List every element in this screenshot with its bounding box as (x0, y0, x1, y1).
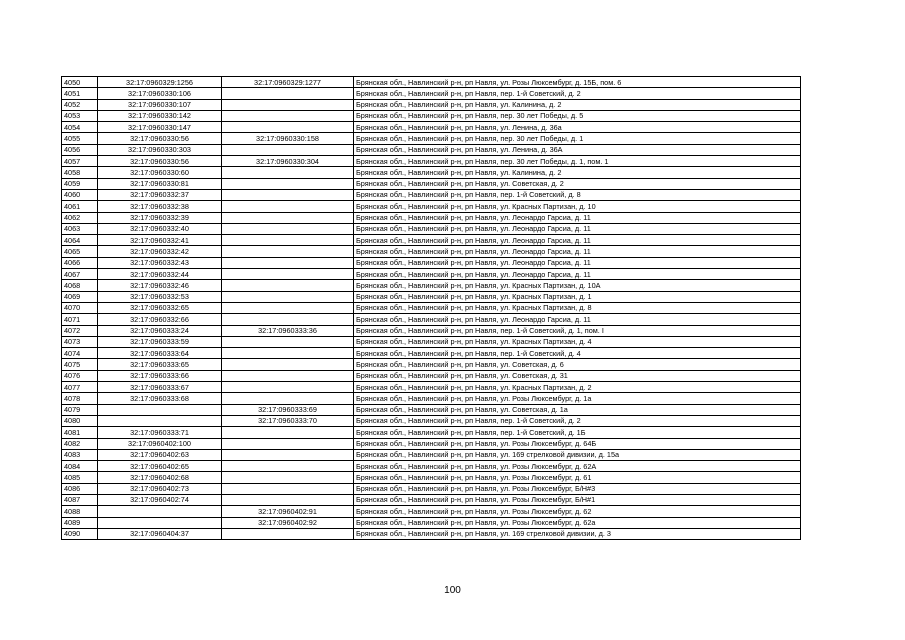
parent-cadastral-number-cell (222, 122, 354, 133)
parent-cadastral-number-cell (222, 212, 354, 223)
address-cell: Брянская обл., Навлинский р-н, рп Навля, пер. 30 лет Победы, д. 1 (354, 133, 801, 144)
cadastral-number-cell: 32:17:0960333:65 (98, 359, 222, 370)
table-row (62, 223, 801, 234)
address-cell: Брянская обл., Навлинский р-н, рп Навля, ул. Леонардо Гарсиа, д. 11 (354, 269, 801, 280)
cadastral-number-cell: 32:17:0960332:39 (98, 212, 222, 223)
address-cell: Брянская обл., Навлинский р-н, рп Навля, ул. Розы Люксембург, д. 15Б, пом. 6 (354, 77, 801, 88)
table-row (62, 348, 801, 359)
parent-cadastral-number-cell (222, 348, 354, 359)
parent-cadastral-number-cell (222, 359, 354, 370)
parent-cadastral-number-cell (222, 167, 354, 178)
row-number-cell: 4069 (62, 291, 98, 302)
row-number-cell: 4061 (62, 201, 98, 212)
address-cell: Брянская обл., Навлинский р-н, рп Навля, ул. Советская, д. 31 (354, 370, 801, 381)
table-row (62, 393, 801, 404)
table-row (62, 359, 801, 370)
address-cell: Брянская обл., Навлинский р-н, рп Навля, ул. Красных Партизан, д. 10А (354, 280, 801, 291)
cadastral-number-cell: 32:17:0960402:74 (98, 494, 222, 505)
cadastral-number-cell: 32:17:0960333:64 (98, 348, 222, 359)
parent-cadastral-number-cell (222, 336, 354, 347)
parent-cadastral-number-cell (222, 280, 354, 291)
address-cell: Брянская обл., Навлинский р-н, рп Навля, пер. 30 лет Победы, д. 5 (354, 110, 801, 121)
row-number-cell: 4070 (62, 302, 98, 313)
table-row (62, 517, 801, 528)
address-cell: Брянская обл., Навлинский р-н, рп Навля, пер. 1-й Советский, д. 1, пом. I (354, 325, 801, 336)
cadastral-number-cell: 32:17:0960402:63 (98, 449, 222, 460)
parent-cadastral-number-cell: 32:17:0960333:36 (222, 325, 354, 336)
table-row (62, 167, 801, 178)
row-number-cell: 4052 (62, 99, 98, 110)
address-cell: Брянская обл., Навлинский р-н, рп Навля, ул. Красных Партизан, д. 10 (354, 201, 801, 212)
address-cell: Брянская обл., Навлинский р-н, рп Навля, пер. 1-й Советский, д. 2 (354, 415, 801, 426)
row-number-cell: 4083 (62, 449, 98, 460)
row-number-cell: 4077 (62, 382, 98, 393)
parent-cadastral-number-cell (222, 88, 354, 99)
row-number-cell: 4058 (62, 167, 98, 178)
table-row (62, 235, 801, 246)
row-number-cell: 4053 (62, 110, 98, 121)
address-cell: Брянская обл., Навлинский р-н, рп Навля, ул. Калинина, д. 2 (354, 99, 801, 110)
parent-cadastral-number-cell (222, 246, 354, 257)
address-cell: Брянская обл., Навлинский р-н, рп Навля, ул. Леонардо Гарсиа, д. 11 (354, 212, 801, 223)
table-row (62, 404, 801, 415)
address-cell: Брянская обл., Навлинский р-н, рп Навля, ул. Леонардо Гарсиа, д. 11 (354, 314, 801, 325)
row-number-cell: 4084 (62, 461, 98, 472)
address-cell: Брянская обл., Навлинский р-н, рп Навля, ул. Розы Люксембург, д. 1а (354, 393, 801, 404)
row-number-cell: 4078 (62, 393, 98, 404)
row-number-cell: 4072 (62, 325, 98, 336)
parent-cadastral-number-cell (222, 201, 354, 212)
row-number-cell: 4086 (62, 483, 98, 494)
parent-cadastral-number-cell: 32:17:0960329:1277 (222, 77, 354, 88)
cadastral-number-cell: 32:17:0960332:40 (98, 223, 222, 234)
row-number-cell: 4066 (62, 257, 98, 268)
cadastral-number-cell: 32:17:0960330:147 (98, 122, 222, 133)
address-cell: Брянская обл., Навлинский р-н, рп Навля, ул. Леонардо Гарсиа, д. 11 (354, 257, 801, 268)
cadastral-number-cell: 32:17:0960332:53 (98, 291, 222, 302)
cadastral-number-cell: 32:17:0960330:106 (98, 88, 222, 99)
cadastral-number-cell (98, 517, 222, 528)
row-number-cell: 4054 (62, 122, 98, 133)
parent-cadastral-number-cell (222, 291, 354, 302)
parent-cadastral-number-cell (222, 178, 354, 189)
address-cell: Брянская обл., Навлинский р-н, рп Навля, ул. 169 стрелковой дивизии, д. 3 (354, 528, 801, 539)
parent-cadastral-number-cell (222, 382, 354, 393)
cadastral-number-cell: 32:17:0960332:38 (98, 201, 222, 212)
cadastral-number-cell: 32:17:0960330:60 (98, 167, 222, 178)
cadastral-number-cell: 32:17:0960329:1256 (98, 77, 222, 88)
table-row (62, 336, 801, 347)
parent-cadastral-number-cell (222, 483, 354, 494)
address-cell: Брянская обл., Навлинский р-н, рп Навля, пер. 1-й Советский, д. 8 (354, 189, 801, 200)
row-number-cell: 4051 (62, 88, 98, 99)
table-row (62, 528, 801, 539)
cadastral-number-cell: 32:17:0960332:43 (98, 257, 222, 268)
table-row (62, 506, 801, 517)
cadastral-number-cell: 32:17:0960332:46 (98, 280, 222, 291)
row-number-cell: 4059 (62, 178, 98, 189)
parent-cadastral-number-cell: 32:17:0960402:91 (222, 506, 354, 517)
table-row (62, 122, 801, 133)
table-row (62, 133, 801, 144)
parent-cadastral-number-cell (222, 189, 354, 200)
row-number-cell: 4076 (62, 370, 98, 381)
parent-cadastral-number-cell: 32:17:0960402:92 (222, 517, 354, 528)
table-row (62, 438, 801, 449)
table-row (62, 494, 801, 505)
address-cell: Брянская обл., Навлинский р-н, рп Навля, ул. Красных Партизан, д. 4 (354, 336, 801, 347)
table-row (62, 257, 801, 268)
cadastral-number-cell: 32:17:0960333:68 (98, 393, 222, 404)
table-row (62, 449, 801, 460)
row-number-cell: 4064 (62, 235, 98, 246)
address-cell: Брянская обл., Навлинский р-н, рп Навля, пер. 1-й Советский, д. 1Б (354, 427, 801, 438)
parent-cadastral-number-cell (222, 427, 354, 438)
table-row (62, 212, 801, 223)
table-row (62, 415, 801, 426)
row-number-cell: 4088 (62, 506, 98, 517)
parent-cadastral-number-cell: 32:17:0960330:304 (222, 156, 354, 167)
row-number-cell: 4065 (62, 246, 98, 257)
row-number-cell: 4067 (62, 269, 98, 280)
address-cell: Брянская обл., Навлинский р-н, рп Навля, ул. Розы Люксембург, Б/Н#1 (354, 494, 801, 505)
table-row (62, 144, 801, 155)
cadastral-number-cell (98, 506, 222, 517)
parent-cadastral-number-cell (222, 99, 354, 110)
row-number-cell: 4074 (62, 348, 98, 359)
address-cell: Брянская обл., Навлинский р-н, рп Навля, ул. 169 стрелковой дивизии, д. 15а (354, 449, 801, 460)
cadastral-number-cell: 32:17:0960333:59 (98, 336, 222, 347)
address-cell: Брянская обл., Навлинский р-н, рп Навля, пер. 1-й Советский, д. 4 (354, 348, 801, 359)
cadastral-number-cell: 32:17:0960330:56 (98, 133, 222, 144)
cadastral-number-cell: 32:17:0960332:42 (98, 246, 222, 257)
row-number-cell: 4089 (62, 517, 98, 528)
parent-cadastral-number-cell (222, 269, 354, 280)
table-row (62, 178, 801, 189)
address-cell: Брянская обл., Навлинский р-н, рп Навля, ул. Советская, д. 6 (354, 359, 801, 370)
table-row (62, 370, 801, 381)
parent-cadastral-number-cell (222, 449, 354, 460)
cadastral-number-cell: 32:17:0960330:56 (98, 156, 222, 167)
row-number-cell: 4062 (62, 212, 98, 223)
table-row (62, 472, 801, 483)
cadastral-number-cell (98, 415, 222, 426)
table-row (62, 77, 801, 88)
table-row (62, 461, 801, 472)
page-number: 100 (444, 585, 461, 596)
table-row (62, 269, 801, 280)
cadastral-number-cell: 32:17:0960333:66 (98, 370, 222, 381)
table-row (62, 201, 801, 212)
address-cell: Брянская обл., Навлинский р-н, рп Навля, пер. 1-й Советский, д. 2 (354, 88, 801, 99)
parent-cadastral-number-cell (222, 393, 354, 404)
table-row (62, 280, 801, 291)
address-cell: Брянская обл., Навлинский р-н, рп Навля, ул. Ленина, д. 36а (354, 122, 801, 133)
address-cell: Брянская обл., Навлинский р-н, рп Навля, ул. Ленина, д. 36А (354, 144, 801, 155)
cadastral-number-cell: 32:17:0960333:71 (98, 427, 222, 438)
parent-cadastral-number-cell (222, 438, 354, 449)
address-cell: Брянская обл., Навлинский р-н, рп Навля, ул. Красных Партизан, д. 2 (354, 382, 801, 393)
parent-cadastral-number-cell: 32:17:0960330:158 (222, 133, 354, 144)
table-row (62, 88, 801, 99)
cadastral-number-cell: 32:17:0960332:41 (98, 235, 222, 246)
parent-cadastral-number-cell: 32:17:0960333:70 (222, 415, 354, 426)
table-row (62, 302, 801, 313)
row-number-cell: 4068 (62, 280, 98, 291)
parent-cadastral-number-cell (222, 110, 354, 121)
address-cell: Брянская обл., Навлинский р-н, рп Навля, пер. 30 лет Победы, д. 1, пом. 1 (354, 156, 801, 167)
parent-cadastral-number-cell (222, 223, 354, 234)
cadastral-number-cell: 32:17:0960332:66 (98, 314, 222, 325)
property-table-body (62, 77, 801, 540)
parent-cadastral-number-cell (222, 461, 354, 472)
parent-cadastral-number-cell (222, 472, 354, 483)
row-number-cell: 4081 (62, 427, 98, 438)
cadastral-number-cell: 32:17:0960402:68 (98, 472, 222, 483)
cadastral-number-cell: 32:17:0960402:73 (98, 483, 222, 494)
table-row (62, 246, 801, 257)
parent-cadastral-number-cell: 32:17:0960333:69 (222, 404, 354, 415)
row-number-cell: 4075 (62, 359, 98, 370)
cadastral-number-cell: 32:17:0960330:142 (98, 110, 222, 121)
row-number-cell: 4055 (62, 133, 98, 144)
table-row (62, 382, 801, 393)
cadastral-number-cell: 32:17:0960333:67 (98, 382, 222, 393)
address-cell: Брянская обл., Навлинский р-н, рп Навля, ул. Леонардо Гарсиа, д. 11 (354, 235, 801, 246)
row-number-cell: 4073 (62, 336, 98, 347)
address-cell: Брянская обл., Навлинский р-н, рп Навля, ул. Розы Люксембург, д. 61 (354, 472, 801, 483)
cadastral-number-cell: 32:17:0960330:303 (98, 144, 222, 155)
cadastral-number-cell (98, 404, 222, 415)
row-number-cell: 4056 (62, 144, 98, 155)
address-cell: Брянская обл., Навлинский р-н, рп Навля, ул. Советская, д. 1а (354, 404, 801, 415)
row-number-cell: 4060 (62, 189, 98, 200)
table-row (62, 427, 801, 438)
address-cell: Брянская обл., Навлинский р-н, рп Навля, ул. Розы Люксембург, Б/Н#3 (354, 483, 801, 494)
address-cell: Брянская обл., Навлинский р-н, рп Навля, ул. Калинина, д. 2 (354, 167, 801, 178)
row-number-cell: 4071 (62, 314, 98, 325)
cadastral-number-cell: 32:17:0960402:65 (98, 461, 222, 472)
address-cell: Брянская обл., Навлинский р-н, рп Навля, ул. Леонардо Гарсиа, д. 11 (354, 223, 801, 234)
address-cell: Брянская обл., Навлинский р-н, рп Навля, ул. Розы Люксембург, д. 64Б (354, 438, 801, 449)
row-number-cell: 4087 (62, 494, 98, 505)
cadastral-number-cell: 32:17:0960332:44 (98, 269, 222, 280)
address-cell: Брянская обл., Навлинский р-н, рп Навля, ул. Красных Партизан, д. 1 (354, 291, 801, 302)
parent-cadastral-number-cell (222, 144, 354, 155)
cadastral-number-cell: 32:17:0960330:107 (98, 99, 222, 110)
address-cell: Брянская обл., Навлинский р-н, рп Навля, ул. Советская, д. 2 (354, 178, 801, 189)
cadastral-number-cell: 32:17:0960402:100 (98, 438, 222, 449)
row-number-cell: 4085 (62, 472, 98, 483)
address-cell: Брянская обл., Навлинский р-н, рп Навля, ул. Розы Люксембург, д. 62 (354, 506, 801, 517)
address-cell: Брянская обл., Навлинский р-н, рп Навля, ул. Леонардо Гарсиа, д. 11 (354, 246, 801, 257)
table-row (62, 156, 801, 167)
parent-cadastral-number-cell (222, 528, 354, 539)
row-number-cell: 4080 (62, 415, 98, 426)
cadastral-number-cell: 32:17:0960330:81 (98, 178, 222, 189)
property-table (61, 76, 801, 540)
parent-cadastral-number-cell (222, 257, 354, 268)
table-row (62, 314, 801, 325)
parent-cadastral-number-cell (222, 235, 354, 246)
row-number-cell: 4090 (62, 528, 98, 539)
table-row (62, 189, 801, 200)
table-row (62, 291, 801, 302)
address-cell: Брянская обл., Навлинский р-н, рп Навля, ул. Розы Люксембург, д. 62а (354, 517, 801, 528)
row-number-cell: 4057 (62, 156, 98, 167)
row-number-cell: 4082 (62, 438, 98, 449)
cadastral-number-cell: 32:17:0960333:24 (98, 325, 222, 336)
table-row (62, 110, 801, 121)
table-row (62, 325, 801, 336)
cadastral-number-cell: 32:17:0960404:37 (98, 528, 222, 539)
table-row (62, 99, 801, 110)
table-row (62, 483, 801, 494)
row-number-cell: 4063 (62, 223, 98, 234)
row-number-cell: 4079 (62, 404, 98, 415)
row-number-cell: 4050 (62, 77, 98, 88)
parent-cadastral-number-cell (222, 314, 354, 325)
cadastral-number-cell: 32:17:0960332:65 (98, 302, 222, 313)
parent-cadastral-number-cell (222, 494, 354, 505)
parent-cadastral-number-cell (222, 370, 354, 381)
address-cell: Брянская обл., Навлинский р-н, рп Навля, ул. Красных Партизан, д. 8 (354, 302, 801, 313)
cadastral-number-cell: 32:17:0960332:37 (98, 189, 222, 200)
address-cell: Брянская обл., Навлинский р-н, рп Навля, ул. Розы Люксембург, д. 62А (354, 461, 801, 472)
parent-cadastral-number-cell (222, 302, 354, 313)
